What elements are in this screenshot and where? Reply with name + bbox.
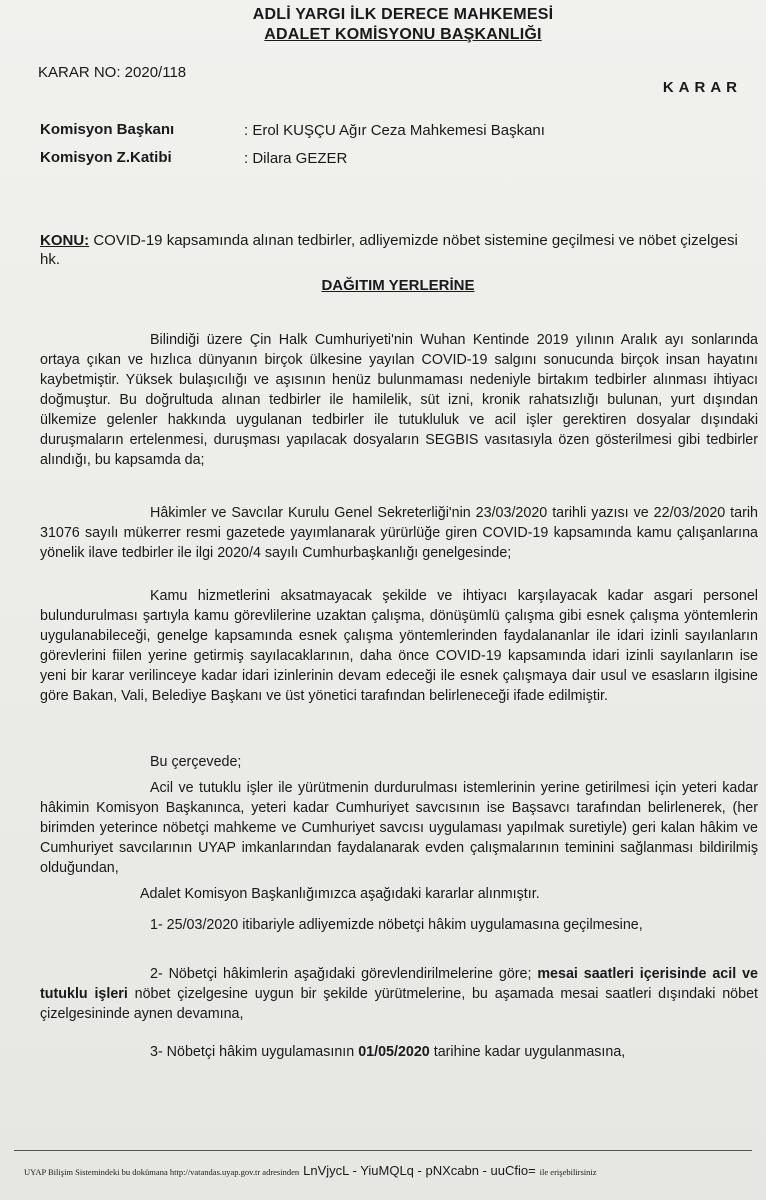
decision-item-3 — [40, 1042, 758, 1062]
member-value-clerk: : Dilara GEZER — [244, 150, 348, 167]
distribution-heading: DAĞITIM YERLERİNE — [321, 277, 475, 294]
decision-item-2-text-c: nöbet çizelgesine uygun bir şekilde yürütmelerine, bu aşamada mesai saatleri dışındaki nöbet çizelgesininde aynen devamına, — [40, 986, 758, 1022]
decision-number: KARAR NO: 2020/118 — [38, 64, 187, 81]
decision-item-1: 1- 25/03/2020 itibariyle adliyemizde nöbetçi hâkim uygulamasına geçilmesine, — [150, 917, 643, 933]
paragraph-2: Hâkimler ve Savcılar Kurulu Genel Sekreterliği'nin 23/03/2020 tarihli yazısı ve 22/03/2020 tarih 31076 sayılı mükerrer resmi gazetede yayımlanarak yürürlüğe giren COVID-19 kapsamında kamu çalışanlarına yönelik ilave tedbirler ile ilgi 2020/4 sayılı Cumhurbaşkanlığı genelgesinde; — [40, 505, 758, 561]
member-value-president: : Erol KUŞÇU Ağır Ceza Mahkemesi Başkanı — [244, 122, 545, 139]
paragraph-3: Kamu hizmetlerini aksatmayacak şekilde ve ihtiyacı karşılayacak kadar asgari personel bulundurulması şartıyla kamu görevlilerine uzaktan çalışma, dönüşümlü çalışma gibi esnek çalışma yöntemlerin uygulanabileceği, genelge kapsamında esnek çalışma yöntemlerinden faydalananlar ile idari izinli sayılanların görevlerini fiilen yerine getirmiş sayılacaklarının, daha önce COVID-19 kapsamında idari izinli sayılanların ise yeni bir karar verilinceye kadar idari izinlerinin devam edeceği ile esnek çalışmaya dair usul ve esasların ilgisine göre Bakan, Vali, Belediye Başkanı ve üst yönetici tarafından belirleneceği ifade edilmiştir. — [40, 588, 758, 704]
decision-item-3-date: 01/05/2020 — [358, 1044, 430, 1060]
decision-item-3-text-c: tarihine kadar uygulanmasına, — [429, 1044, 626, 1060]
member-label-clerk: Komisyon Z.Katibi — [40, 149, 172, 166]
member-label-president: Komisyon Başkanı — [40, 121, 175, 138]
paragraph-5: Acil ve tutuklu işler ile yürütmenin durdurulması istemlerinin yerine getirilmesi için yeteri kadar hâkimin Komisyon Başkanınca, yeteri kadar Cumhuriyet savcısının ise Başsavcı tarafından belirlenerek, (her birimden yeterince nöbetçi mahkeme ve Cumhuriyet savcısı uygulaması yapılmak suretiyle) geri kalan hâkim ve Cumhuriyet savcılarının UYAP imkanlarından faydalanarak evden çalışmalarının teminini sağlanması bildirilmiş olduğundan, — [40, 780, 758, 876]
footer — [24, 1163, 597, 1178]
subject-label: KONU: — [40, 232, 90, 249]
footer-divider — [14, 1150, 752, 1151]
paragraph-4: Bu çerçevede; — [150, 754, 242, 770]
paragraph-1: Bilindiği üzere Çin Halk Cumhuriyeti'nin Wuhan Kentinde 2019 yılının Aralık ayı sonlarında ortaya çıkan ve hızlıca dünyanın birçok ülkesine yayılan COVID-19 salgını sonucunda birçok insan hayatını kaybetmiştir. Yüksek bulaşıcılığı ve aşısının henüz bulunmaması nedeniyle birtakım tedbirler alınması ihtiyacı doğmuştur. Bu doğrultuda alınan tedbirler ile hamilelik, süt izni, kronik rahatsızlığı bulunan, yurt dışından ülkemize gelenler hakkında uygulanan tedbirler ile tutukluluk ve acil işler gerektiren dosyalar dışındaki duruşmaların ertelenmesi, duruşması yapılacak dosyaların SEGBIS vasıtasıyla özen gösterilmesi gibi tedbirler alındığı, bu kapsamda da; — [40, 332, 758, 468]
footer-text: UYAP Bilişim Sistemindeki bu dokümana http://vatandas.uyap.gov.tr adresinden — [24, 1167, 300, 1177]
decision-title: KARAR — [662, 79, 742, 96]
commission-header: ADALET KOMİSYONU BAŞKANLIĞI — [264, 26, 542, 43]
footer-verification-code: LnVjycL - YiuMQLq - pNXcabn - uuCfio= — [303, 1163, 536, 1178]
footer-tail: ile erişebilirsiniz — [539, 1167, 597, 1177]
subject-line — [40, 231, 752, 269]
court-header: ADLİ YARGI İLK DERECE MAHKEMESİ — [252, 6, 554, 23]
paragraph-6: Adalet Komisyon Başkanlığımızca aşağıdaki kararlar alınmıştır. — [140, 886, 540, 902]
decision-item-2 — [40, 964, 758, 1024]
decision-item-2-bold: mesai saatleri içerisinde acil ve tutuklu işleri — [40, 966, 758, 1002]
decision-item-2-text-a: 2- Nöbetçi hâkimlerin aşağıdaki görevlendirilmelerine göre; — [150, 966, 538, 982]
decision-item-3-text-a: 3- Nöbetçi hâkim uygulamasının — [150, 1044, 359, 1060]
subject-text: COVID-19 kapsamında alınan tedbirler, adliyemizde nöbet sistemine geçilmesi ve nöbet çizelgesi hk. — [40, 232, 738, 268]
